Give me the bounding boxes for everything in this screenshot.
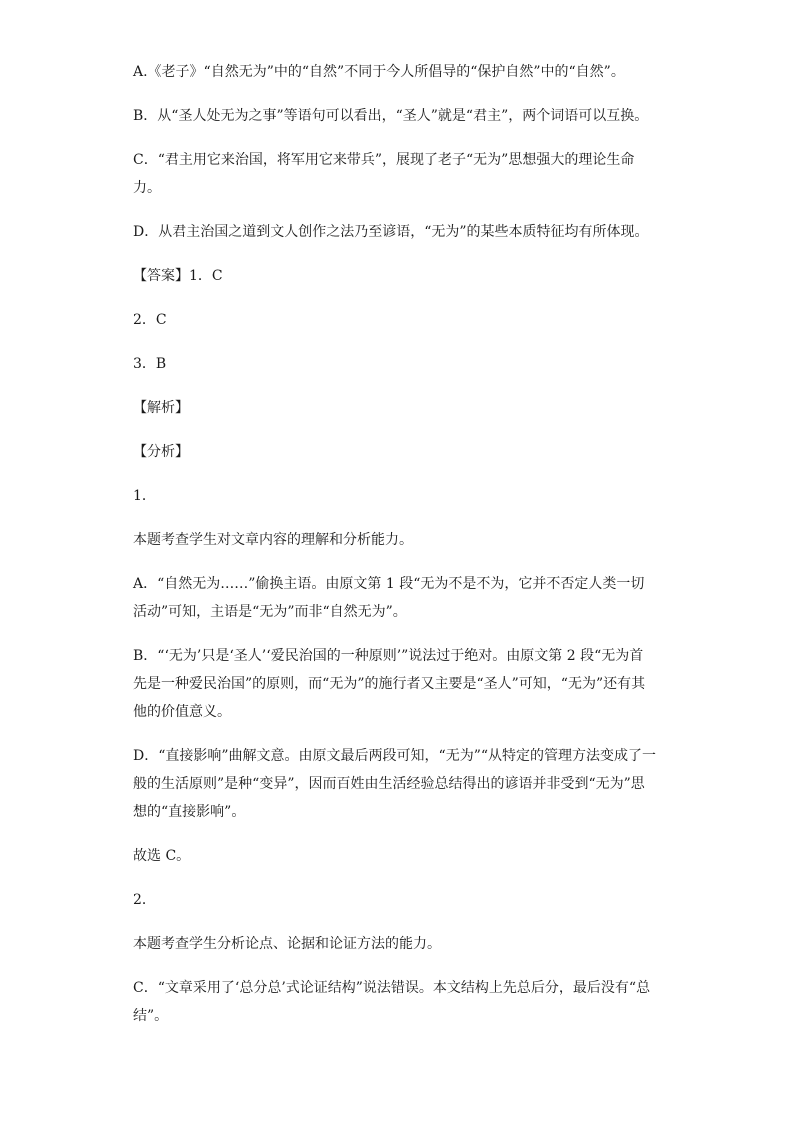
option-b: B．从“圣人处无为之事”等语句可以看出，“圣人”就是“君主”，两个词语可以互换。 [133,108,649,124]
q1-intro: 本题考查学生对文章内容的理解和分析能力。 [133,532,413,548]
document-page [133,58,657,1046]
q2-analysis-c: C．“文章采用了‘总分总’式论证结构”说法错误。本文结构上先总后分，最后没有“总结”。 [133,980,651,1024]
answer-item-3: 3．B [133,356,167,372]
q1-number: 1． [133,488,156,504]
q2-number: 2． [133,892,156,908]
option-d: D．从君主治国之道到文人创作之法乃至谚语，“无为”的某些本质特征均有所体现。 [133,224,649,240]
jiexi-heading: 【解析】 [133,400,189,416]
option-a: A.《老子》“自然无为”中的“自然”不同于今人所倡导的“保护自然”中的“自然”。 [133,64,625,80]
q1-analysis-b: B．“‘无为’只是‘圣人’‘爱民治国的一种原则’”说法过于绝对。由原文第 2 段“无为首先是一种爱民治国”的原则，而“无为”的施行者又主要是“圣人”可知，“无为”还有其他的价值意义。 [133,648,646,720]
q1-conclusion: 故选 C。 [133,848,191,864]
q2-intro: 本题考查学生分析论点、论据和论证方法的能力。 [133,936,441,952]
option-c: C．“君主用它来治国，将军用它来带兵”，展现了老子“无为”思想强大的理论生命力。 [133,152,635,196]
answer-header: 【答案】1．C [133,268,223,284]
q1-analysis-a: A．“自然无为……”偷换主语。由原文第 1 段“无为不是不为，它并不否定人类一切活动”可知，主语是“无为”而非“自然无为”。 [133,576,645,620]
answer-item-2: 2．C [133,312,167,328]
fenxi-heading: 【分析】 [133,444,189,460]
q1-analysis-d: D．“直接影响”曲解文意。由原文最后两段可知，“无为”“从特定的管理方法变成了一般的生活原则”是种“变异”，因而百姓由生活经验总结得出的谚语并非受到“无为”思想的“直接影响”。 [133,748,657,820]
